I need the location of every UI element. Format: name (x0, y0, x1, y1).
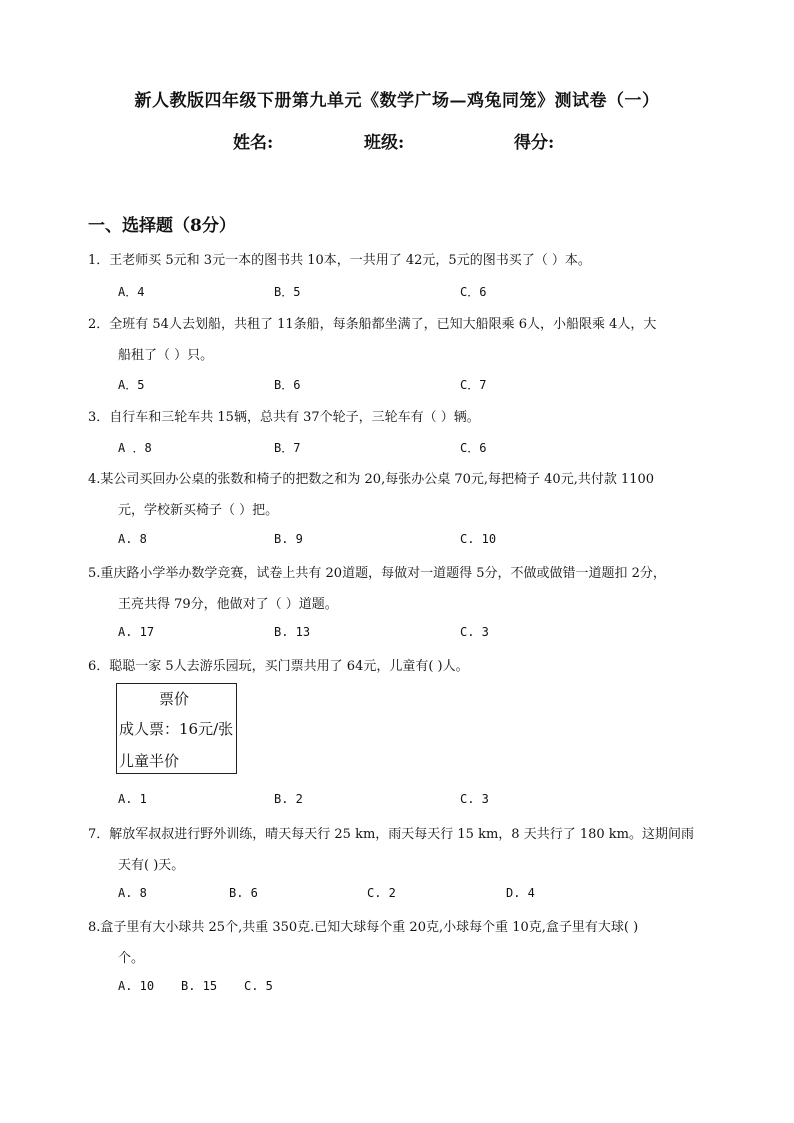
score-label: 得分: (514, 133, 555, 153)
q6-option-b[interactable]: B. 2 (274, 792, 303, 806)
q3-option-a[interactable]: A ．8 (118, 441, 152, 455)
q7-option-a[interactable]: A. 8 (118, 886, 147, 900)
question-2: 2．全班有 54人去划船，共租了 11条船，每条船都坐满了，已知大船限乘 6人，小船限乘 4人，大 (88, 317, 657, 332)
q3-option-c[interactable]: C．6 (460, 441, 487, 455)
q8-option-b[interactable]: B. 15 (181, 979, 218, 993)
question-7-cont: 天有( )天。 (118, 858, 185, 873)
q5-option-b[interactable]: B. 13 (274, 625, 311, 639)
section-heading: 一、选择题（8分） (88, 216, 236, 236)
q2-option-a[interactable]: A．5 (118, 378, 145, 392)
q5-option-c[interactable]: C. 3 (460, 625, 489, 639)
q4-option-a[interactable]: A. 8 (118, 532, 147, 546)
ticket-child-price: 儿童半价 (119, 752, 180, 770)
question-4-cont: 元，学校新买椅子（ ）把。 (118, 503, 279, 518)
q6-option-a[interactable]: A. 1 (118, 792, 147, 806)
question-5: 5.重庆路小学举办数学竞赛，试卷上共有 20道题，每做对一道题得 5分，不做或做错一道题扣 2分， (88, 566, 666, 581)
q1-option-a[interactable]: A．4 (118, 285, 145, 299)
question-8-cont: 个。 (118, 951, 145, 966)
ticket-title: 票价 (159, 690, 190, 708)
question-1: 1．王老师买 5元和 3元一本的图书共 10本，一共用了 42元，5元的图书买了（ ）本。 (88, 253, 591, 268)
question-3: 3．自行车和三轮车共 15辆，总共有 37个轮子，三轮车有（ ）辆。 (88, 410, 480, 425)
ticket-price-box (116, 683, 237, 774)
question-6: 6．聪聪一家 5人去游乐园玩，买门票共用了 64元，儿童有( )人。 (88, 659, 469, 674)
question-2-cont: 船租了（ ）只。 (118, 348, 214, 363)
q5-option-a[interactable]: A. 17 (118, 625, 155, 639)
q1-option-c[interactable]: C．6 (460, 285, 487, 299)
question-7: 7．解放军叔叔进行野外训练，晴天每天行 25 km，雨天每天行 15 km，8 天共行了 180 km。这期间雨 (88, 827, 694, 842)
q7-option-c[interactable]: C. 2 (367, 886, 396, 900)
q2-option-c[interactable]: C．7 (460, 378, 487, 392)
q1-option-b[interactable]: B．5 (274, 285, 301, 299)
question-8: 8.盒子里有大小球共 25个,共重 350克.已知大球每个重 20克,小球每个重 10克,盒子里有大球( ) (88, 920, 639, 935)
page-title: 新人教版四年级下册第九单元《数学广场—鸡兔同笼》测试卷（一） (134, 91, 660, 111)
q7-option-d[interactable]: D. 4 (506, 886, 535, 900)
name-label: 姓名: (233, 133, 274, 153)
q7-option-b[interactable]: B. 6 (229, 886, 258, 900)
q6-option-c[interactable]: C. 3 (460, 792, 489, 806)
q8-option-a[interactable]: A. 10 (118, 979, 155, 993)
class-label: 班级: (364, 133, 405, 153)
question-4: 4.某公司买回办公桌的张数和椅子的把数之和为 20,每张办公桌 70元,每把椅子 40元,共付款 1100 (88, 472, 655, 487)
q8-option-c[interactable]: C. 5 (244, 979, 273, 993)
q2-option-b[interactable]: B．6 (274, 378, 301, 392)
ticket-adult-price: 成人票：16元/张 (119, 720, 234, 738)
q4-option-b[interactable]: B. 9 (274, 532, 303, 546)
q4-option-c[interactable]: C. 10 (460, 532, 497, 546)
question-5-cont: 王亮共得 79分，他做对了（ ）道题。 (118, 597, 338, 612)
q3-option-b[interactable]: B．7 (274, 441, 301, 455)
